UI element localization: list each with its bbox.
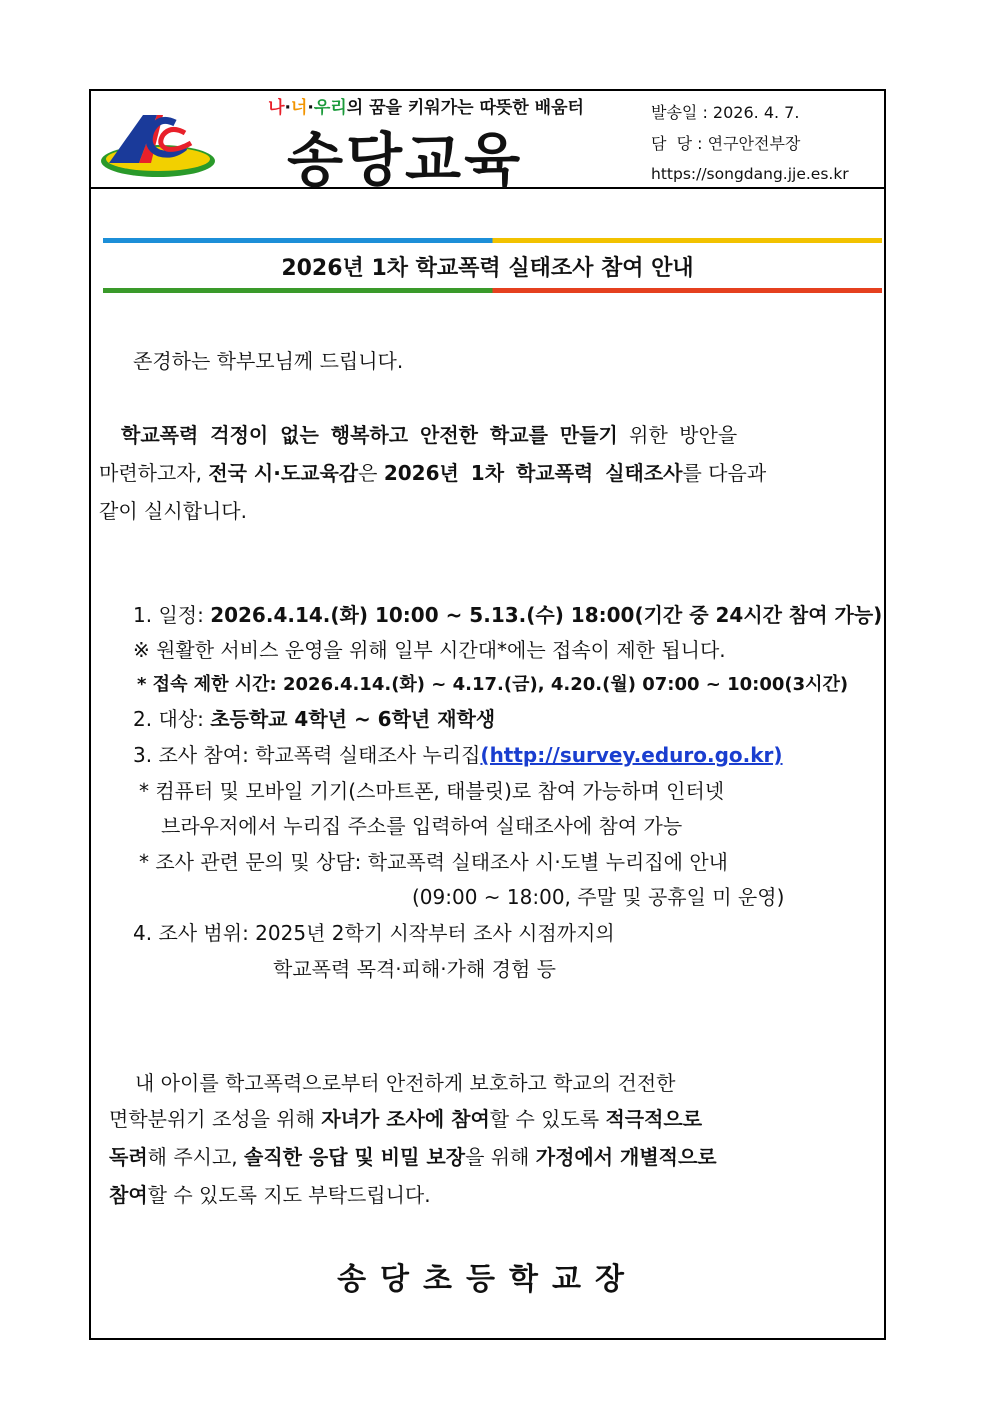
closing-bold: 솔직한 응답 및 비밀 보장 — [244, 1145, 466, 1169]
school-url[interactable]: https://songdang.jje.es.kr — [651, 165, 849, 183]
letterhead — [91, 91, 884, 194]
closing-bold: 독려 — [109, 1145, 148, 1169]
item-schedule-restriction: * 접속 제한 시간: 2026.4.14.(화) ~ 4.17.(금), 4.20.(월) 07:00 ~ 10:00(3시간) — [137, 674, 849, 695]
intro-text: 은 — [358, 461, 384, 485]
issue-date: 발송일 : 2026. 4. 7. — [651, 103, 800, 122]
item-value: 초등학교 4학년 ~ 6학년 재학생 — [210, 707, 496, 731]
item-participation-note-1b: 브라우저에서 누리집 주소를 입력하여 실태조사에 참여 가능 — [161, 814, 683, 838]
intro-line-1 — [121, 419, 737, 448]
item-label: 3. 조사 참여: 학교폭력 실태조사 누리집 — [133, 743, 481, 767]
intro-text: 를 다음과 — [682, 461, 767, 485]
intro-line-3: 같이 실시합니다. — [99, 499, 247, 523]
closing-text: 할 수 있도록 — [489, 1107, 606, 1131]
slogan-dot: · — [284, 98, 291, 118]
item-scope-value: 학교폭력 목격·피해·가해 경험 등 — [273, 957, 556, 981]
intro-bold: 전국 시·도교육감 — [208, 461, 359, 485]
title-top-bar — [103, 238, 882, 243]
intro-bold: 학교폭력 걱정이 없는 행복하고 안전한 학교를 만들기 — [121, 423, 618, 447]
manager: 담 당 : 연구안전부장 — [651, 134, 801, 153]
closing-text: 할 수 있도록 지도 부탁드립니다. — [147, 1183, 431, 1207]
item-schedule — [133, 599, 882, 628]
survey-link[interactable]: (http://survey.eduro.go.kr) — [480, 743, 783, 767]
intro-bold: 2026년 1차 학교폭력 실태조사 — [383, 461, 683, 485]
document-frame — [89, 89, 886, 1340]
document-title: 2026년 1차 학교폭력 실태조사 참여 안내 — [281, 256, 694, 281]
slogan-dot: · — [307, 98, 314, 118]
closing-line-3 — [109, 1141, 717, 1170]
principal-signature: 송당초등학교장 — [337, 1262, 638, 1297]
greeting: 존경하는 학부모님께 드립니다. — [133, 349, 404, 373]
item-participation-note-2b: (09:00 ~ 18:00, 주말 및 공휴일 미 운영) — [412, 885, 785, 909]
item-schedule-note: ※ 원활한 서비스 운영을 위해 일부 시간대*에는 접속이 제한 됩니다. — [133, 638, 726, 662]
item-label: 2. 대상: — [133, 707, 211, 731]
slogan-word-neo: 너 — [290, 98, 308, 118]
item-target — [133, 703, 495, 732]
item-label: 1. 일정: — [133, 603, 211, 627]
item-scope: 4. 조사 범위: 2025년 2학기 시작부터 조사 시점까지의 — [133, 921, 615, 945]
intro-text: 마련하고자, — [99, 461, 209, 485]
closing-line-1: 내 아이를 학고폭력으로부터 안전하게 보호하고 학교의 건전한 — [135, 1071, 676, 1095]
closing-text: 을 위해 — [465, 1145, 536, 1169]
slogan-rest: 의 꿈을 키워가는 따뜻한 배움터 — [346, 98, 584, 118]
item-participation — [133, 739, 783, 768]
closing-text: 해 주시고, — [147, 1145, 244, 1169]
slogan-word-na: 나 — [268, 98, 285, 118]
closing-text: 면학분위기 조성을 위해 — [109, 1107, 322, 1131]
closing-bold: 자녀가 조사에 참여 — [321, 1107, 490, 1131]
closing-bold: 참여 — [109, 1183, 148, 1207]
newsletter-title: 송당교육 — [287, 126, 524, 194]
closing-bold: 적극적으로 — [605, 1107, 703, 1131]
school-logo-icon — [99, 101, 217, 181]
item-participation-note-2a: * 조사 관련 문의 및 상담: 학교폭력 실태조사 시·도별 누리집에 안내 — [139, 850, 728, 874]
item-value: 2026.4.14.(화) 10:00 ~ 5.13.(수) 18:00(기간 중 24시간 참여 가능) — [210, 603, 883, 627]
closing-line-4 — [109, 1179, 431, 1208]
closing-line-2 — [109, 1103, 702, 1132]
issue-meta — [651, 97, 849, 190]
intro-line-2 — [99, 457, 766, 486]
slogan-word-uri: 우리 — [313, 98, 347, 118]
item-participation-note-1a: * 컴퓨터 및 모바일 기기(스마트폰, 태블릿)로 참여 가능하며 인터넷 — [139, 779, 725, 803]
closing-bold: 가정에서 개별적으로 — [535, 1145, 717, 1169]
title-bottom-bar — [103, 288, 882, 293]
intro-text: 위한 방안을 — [617, 423, 738, 447]
